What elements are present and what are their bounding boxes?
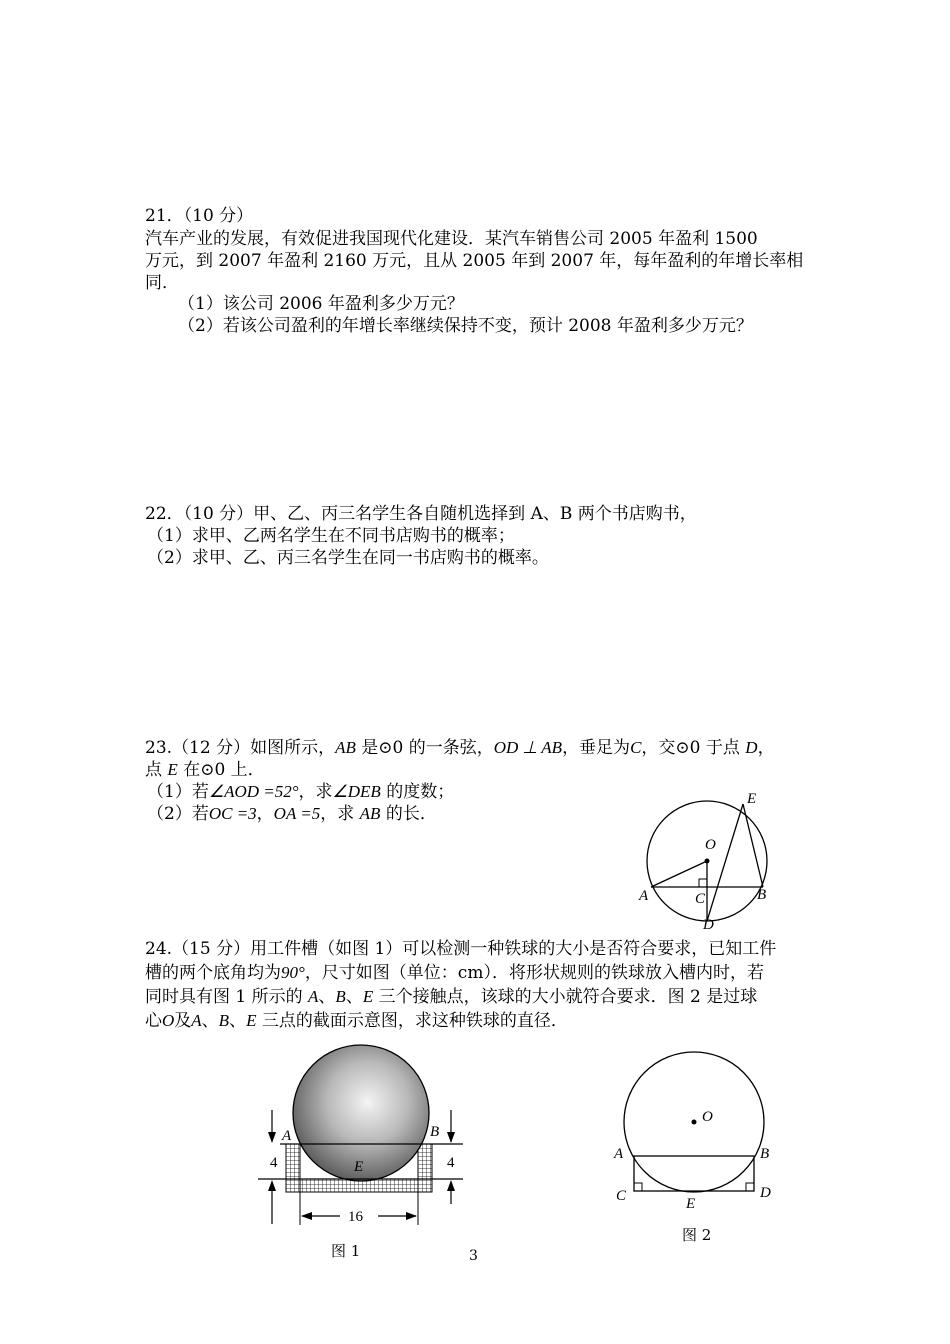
- q21-line-1: 汽车产业的发展，有效促进我国现代化建设．某汽车销售公司 2005 年盈利 1500: [145, 229, 758, 249]
- q24-fig2-label-c: C: [616, 1188, 627, 1204]
- q24-line-3: 同时具有图 1 所示的 A、B、E 三个接触点，该球的大小就符合要求．图 2 是过球: [145, 987, 758, 1007]
- q24-fig2-right-angle-c: [634, 1183, 642, 1191]
- q23-label-d: D: [703, 917, 714, 933]
- page-number: 3: [469, 1248, 478, 1264]
- q24-fig1-left-wall: [286, 1144, 300, 1192]
- q24-line-4: 心O及A、B、E 三点的截面示意图，求这种铁球的直径．: [145, 1011, 568, 1031]
- q21-header: 21．（10 分）: [145, 206, 254, 226]
- q23-sub-1: （1）若∠AOD =52°，求∠DEB 的度数；: [147, 782, 455, 802]
- q23-line-1: 23.（12 分）如图所示，AB 是⊙0 的一条弦，OD ⊥ AB，垂足为C，交⊙0 于点 D，: [145, 738, 775, 758]
- q24-fig2-label-a: A: [614, 1146, 624, 1162]
- q23-segment-eb: [743, 804, 763, 887]
- q24-line-2: 槽的两个底角均为90°，尺寸如图（单位：cm）．将形状规则的铁球放入槽内时，若: [145, 963, 764, 983]
- q24-fig2-label-d: D: [760, 1185, 771, 1201]
- q24-fig2-center-dot: [692, 1120, 697, 1125]
- q24-figure-1: [258, 1040, 488, 1240]
- q23-line-2: 点 E 在⊙0 上．: [145, 760, 265, 780]
- q23-right-angle-mark: [699, 879, 707, 887]
- q21-sub-2: （2）若该公司盈利的年增长率继续保持不变，预计 2008 年盈利多少万元？: [178, 316, 753, 336]
- q24-fig1-caption: 图 1: [331, 1242, 361, 1260]
- q24-fig2-right-angle-d: [746, 1183, 754, 1191]
- q23-label-b: B: [757, 887, 767, 903]
- q23-label-o: O: [705, 837, 716, 853]
- q24-fig2-label-b: B: [760, 1146, 770, 1162]
- q23-label-e: E: [747, 791, 757, 807]
- q24-fig2-rect-abdc: [634, 1156, 754, 1191]
- q23-sub-2: （2）若OC =3，OA =5，求 AB 的长．: [147, 804, 437, 824]
- q24-figure-2: [610, 1042, 800, 1212]
- q22-sub-1: （1）求甲、乙两名学生在不同书店购书的概率；: [147, 526, 515, 546]
- q21-line-2: 万元，到 2007 年盈利 2160 万元，且从 2005 年到 2007 年，每年盈利的年增长率相: [145, 251, 804, 271]
- q23-center-dot: [705, 859, 710, 864]
- q24-fig1-right-wall: [418, 1144, 432, 1192]
- q24-fig1-bottom-dim: 16: [348, 1209, 363, 1225]
- q22-sub-2: （2）求甲、乙、丙三名学生在同一书店购书的概率。: [147, 548, 549, 568]
- q23-label-c: C: [695, 891, 706, 907]
- q24-fig1-label-b: B: [430, 1124, 440, 1140]
- q21-sub-1: （1）该公司 2006 年盈利多少万元？: [178, 294, 464, 314]
- q24-fig1-left-dim: 4: [270, 1155, 278, 1171]
- q24-fig1-label-e: E: [354, 1159, 364, 1175]
- q24-fig2-label-o: O: [702, 1109, 713, 1125]
- q24-fig2-caption: 图 2: [682, 1226, 712, 1244]
- q24-line-1: 24.（15 分）用工件槽（如图 1）可以检测一种铁球的大小是否符合要求，已知工件: [145, 939, 777, 959]
- q23-label-a: A: [639, 888, 649, 904]
- q24-fig2-label-e: E: [686, 1196, 696, 1212]
- q22-line-1: 22．（10 分）甲、乙、丙三名学生各自随机选择到 A、B 两个书店购书，: [145, 504, 697, 524]
- q23-figure: [635, 785, 795, 935]
- q24-fig1-label-a: A: [282, 1128, 292, 1144]
- q21-line-3: 同．: [145, 273, 179, 293]
- q24-fig1-right-dim: 4: [447, 1155, 455, 1171]
- q23-segment-ed: [707, 804, 743, 921]
